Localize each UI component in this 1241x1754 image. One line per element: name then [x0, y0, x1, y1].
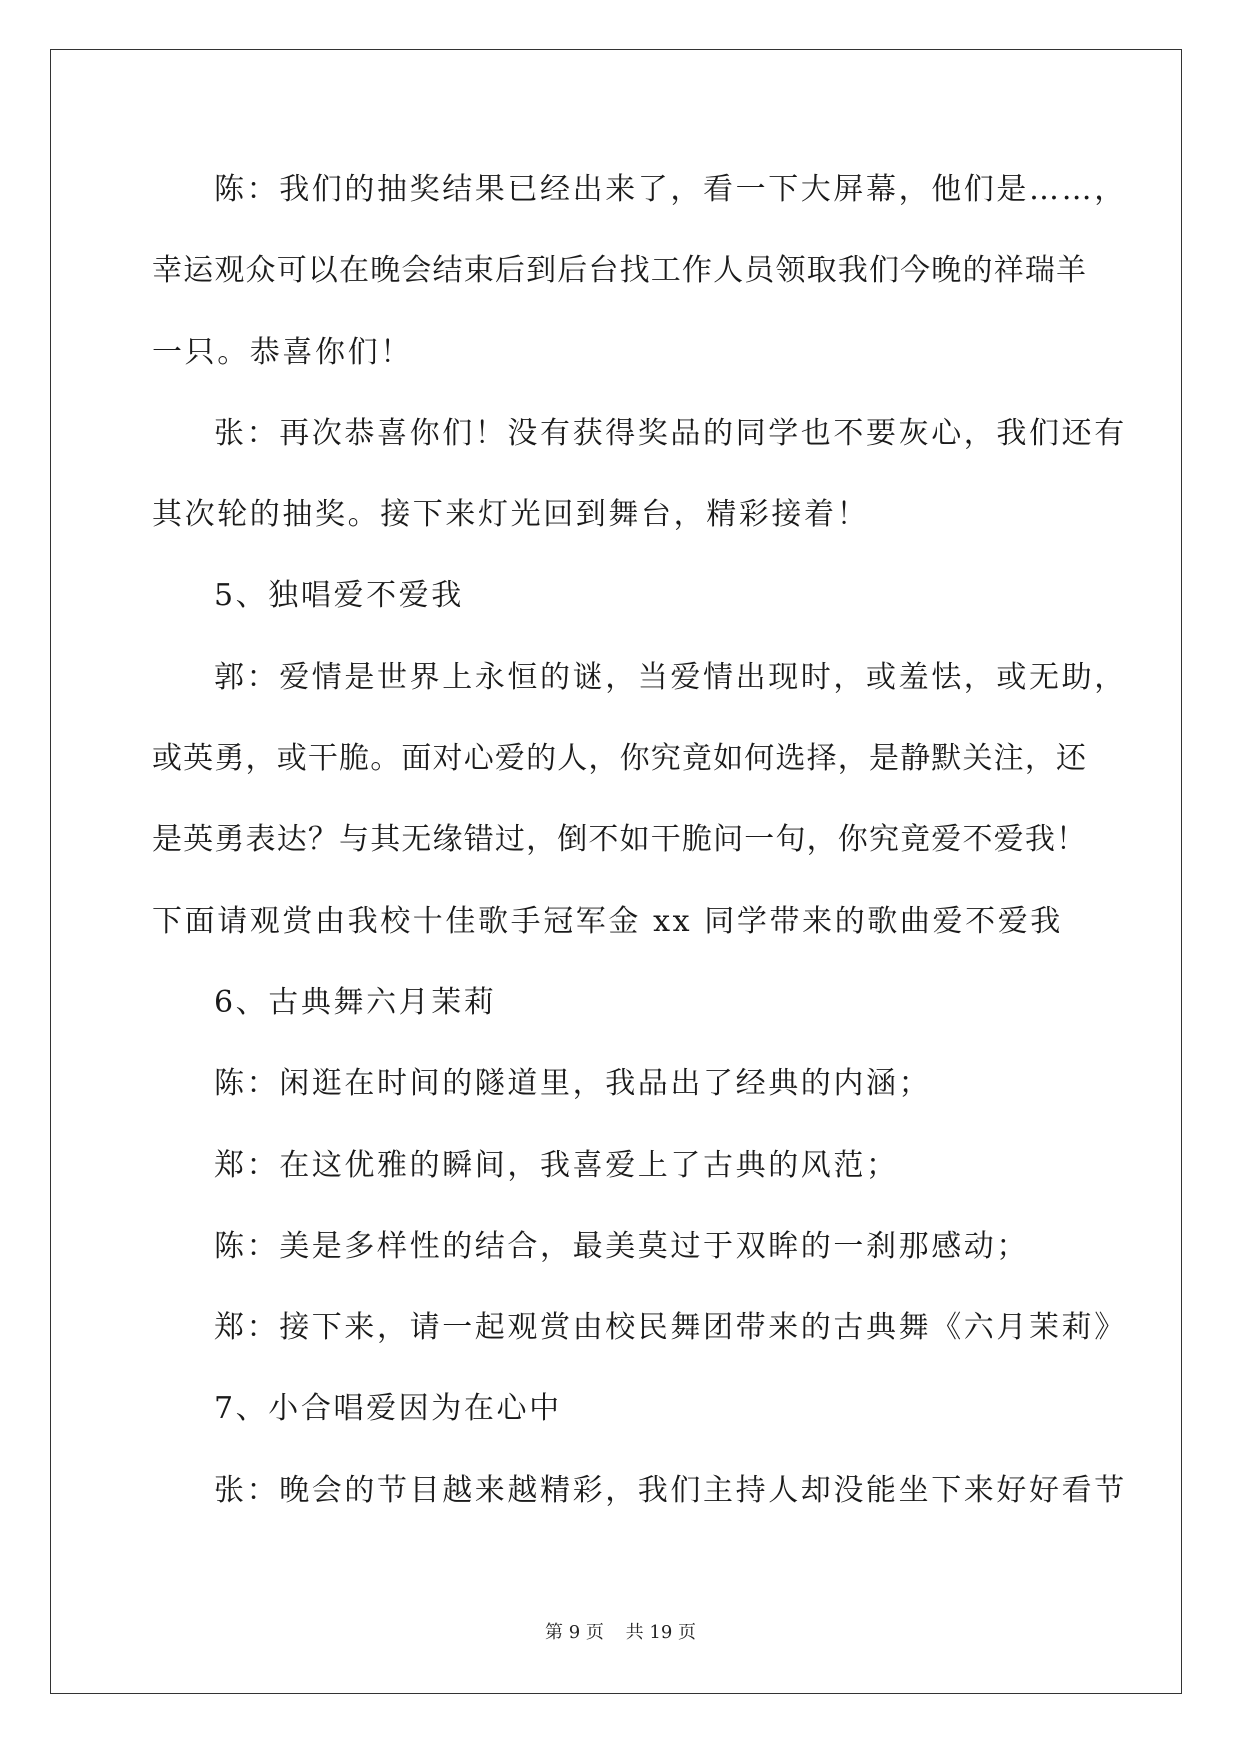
- page-number-total: 共 19 页: [625, 1622, 696, 1643]
- section-heading: 7、小合唱爱因为在心中: [214, 1391, 562, 1427]
- text-line: 郭：爱情是世界上永恒的谜，当爱情出现时，或羞怯，或无助，: [214, 659, 1127, 695]
- text-line: 下面请观赏由我校十佳歌手冠军金 xx 同学带来的歌曲爱不爱我: [152, 903, 1063, 939]
- text-line: 或英勇，或干脆。面对心爱的人，你究竟如何选择，是静默关注，还: [152, 741, 1086, 777]
- text-line: 是英勇表达？与其无缘错过，倒不如干脆问一句，你究竟爱不爱我！: [152, 822, 1086, 858]
- text-line: 郑：接下来，请一起观赏由校民舞团带来的古典舞《六月茉莉》: [214, 1310, 1127, 1346]
- text-line: 幸运观众可以在晚会结束后到后台找工作人员领取我们今晚的祥瑞羊: [152, 253, 1086, 289]
- section-heading: 6、古典舞六月茉莉: [214, 984, 497, 1020]
- text-line: 一只。恭喜你们！: [152, 334, 413, 370]
- text-line: 陈：美是多样性的结合，最美莫过于双眸的一刹那感动；: [214, 1228, 1029, 1264]
- text-line: 陈：闲逛在时间的隧道里，我品出了经典的内涵；: [214, 1066, 932, 1102]
- page-number-current: 第 9 页: [545, 1622, 604, 1643]
- page-footer: [0, 1618, 1241, 1644]
- text-line: 张：晚会的节目越来越精彩，我们主持人却没能坐下来好好看节: [214, 1472, 1127, 1508]
- text-line: 陈：我们的抽奖结果已经出来了，看一下大屏幕，他们是……，: [214, 172, 1127, 207]
- text-line: 张：再次恭喜你们！没有获得奖品的同学也不要灰心，我们还有: [214, 415, 1127, 451]
- text-line: 郑：在这优雅的瞬间，我喜爱上了古典的风范；: [214, 1147, 899, 1183]
- section-heading: 5、独唱爱不爱我: [214, 578, 464, 614]
- document-body: [152, 162, 1127, 1544]
- text-line: 其次轮的抽奖。接下来灯光回到舞台，精彩接着！: [152, 497, 870, 533]
